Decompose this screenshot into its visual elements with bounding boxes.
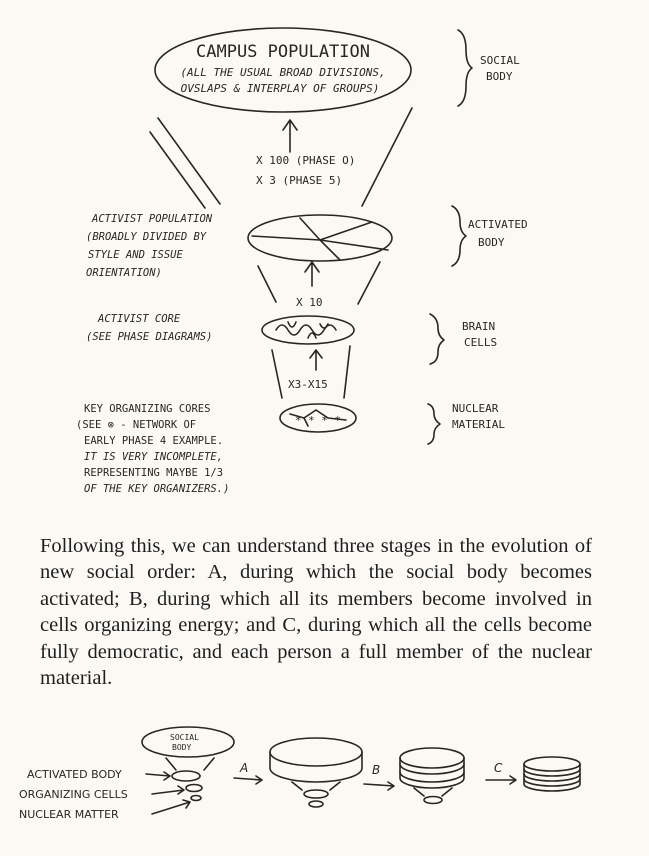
- body-paragraph: Following this, we can understand three stages in the evolution of new social order: A, during which the social body becomes activated; B, during which all its members become involved in cells organizing energy; and C, during which all the cells become fully democratic, and each person a full member of the nuclear material.: [40, 535, 592, 690]
- funnel-low-right: [344, 346, 350, 398]
- social-body-brace: [458, 30, 472, 106]
- key-cores-label-6: OF THE KEY ORGANIZERS.): [84, 483, 230, 495]
- stage-a-nuclear-oval: [309, 801, 323, 807]
- label-activated-body: ACTIVATED BODY: [27, 768, 122, 781]
- key-cores-label-4: IT IS VERY INCOMPLETE,: [84, 451, 224, 463]
- activated-body-label-1: ACTIVATED: [468, 218, 528, 231]
- brain-cells-brace: [430, 314, 444, 364]
- label-organizing-cells: ORGANIZING CELLS: [19, 788, 128, 801]
- up-arrow-mid: [305, 262, 319, 286]
- funnel-mid-left: [258, 266, 276, 302]
- bottom-cells-oval-0: [186, 785, 202, 792]
- multiplier-x3-x15: X3-X15: [288, 378, 328, 391]
- stage-a-arrow: [234, 776, 262, 784]
- social-body-label-2: BODY: [486, 70, 513, 83]
- bottom-activated-oval-0: [172, 771, 200, 781]
- bottom-funnel-0-right: [204, 758, 214, 770]
- bottom-social-body-label-1: SOCIAL: [170, 733, 199, 742]
- activist-population-label-2: (BROADLY DIVIDED BY: [86, 231, 207, 243]
- brain-cells-label-1: BRAIN: [462, 320, 496, 333]
- activist-core-label-2: (SEE PHASE DIAGRAMS): [86, 331, 213, 343]
- campus-detail-line-1: (ALL THE USUAL BROAD DIVISIONS,: [180, 66, 386, 79]
- stage-a-funnel-left: [292, 782, 302, 790]
- campus-title: CAMPUS POPULATION: [196, 42, 370, 62]
- stage-b-top-oval: [400, 748, 464, 768]
- nuclear-material-label-1: NUCLEAR: [452, 402, 499, 415]
- label-nuclear-matter: NUCLEAR MATTER: [19, 808, 119, 821]
- stage-b-arrow: [364, 782, 394, 790]
- funnel-line-right: [362, 108, 412, 206]
- stage-b-funnel-left: [414, 788, 424, 796]
- activated-body-label-2: BODY: [478, 236, 505, 249]
- stage-a-top-oval: [270, 738, 362, 766]
- multiplier-phase-0: X 100 (PHASE O): [256, 154, 356, 167]
- stage-b-band-1: [400, 758, 464, 774]
- activist-population-label-1: ACTIVIST POPULATION: [92, 213, 213, 225]
- multiplier-x10: X 10: [296, 296, 323, 309]
- arrow-activated-body: [146, 772, 170, 780]
- stage-b-nuclear-oval: [424, 797, 442, 804]
- multiplier-phase-5: X 3 (PHASE 5): [256, 174, 343, 187]
- social-body-label-1: SOCIAL: [480, 54, 520, 67]
- bottom-social-body-oval: [142, 727, 234, 757]
- stage-b-funnel-right: [442, 788, 452, 796]
- funnel-line-left-outer: [158, 118, 220, 204]
- bottom-funnel-0-left: [166, 758, 176, 770]
- funnel-line-left-inner: [150, 132, 205, 208]
- key-cores-label-3: EARLY PHASE 4 EXAMPLE.: [84, 435, 224, 447]
- key-cores-label-1: KEY ORGANIZING CORES: [84, 403, 211, 415]
- stage-b-band-2: [400, 764, 464, 782]
- activated-body-brace: [452, 206, 466, 266]
- key-cores-stars: * * * *: [294, 414, 342, 427]
- arrow-nuclear-matter: [152, 800, 190, 814]
- activist-population-label-3: STYLE AND ISSUE: [88, 249, 183, 261]
- stage-a-cells-oval: [304, 790, 328, 798]
- bottom-social-body-label-2: BODY: [172, 743, 192, 752]
- nuclear-material-brace: [428, 404, 440, 444]
- up-arrow-low: [310, 350, 322, 370]
- up-arrow-top: [283, 120, 297, 152]
- activist-core-label-1: ACTIVIST CORE: [98, 313, 181, 325]
- funnel-mid-right: [358, 262, 380, 304]
- stage-c-band-1: [524, 764, 580, 776]
- stage-c-label: C: [494, 761, 503, 775]
- stage-a-label: A: [240, 761, 249, 775]
- activist-population-divisions: [252, 218, 388, 260]
- stage-a-funnel-right: [330, 782, 340, 790]
- arrow-organizing-cells: [152, 786, 184, 794]
- stage-b-label: B: [372, 763, 381, 777]
- stage-a-band: [270, 752, 362, 782]
- activist-population-label-4: ORIENTATION): [86, 267, 162, 279]
- bottom-nuclear-oval-0: [191, 796, 201, 801]
- campus-detail-line-2: OVSLAPS & INTERPLAY OF GROUPS): [180, 82, 380, 95]
- stage-c-top-oval: [524, 757, 580, 771]
- activist-core-cells: [276, 322, 336, 338]
- stage-c-arrow: [486, 776, 516, 784]
- key-cores-label-2: (SEE ⊗ - NETWORK OF: [76, 419, 197, 431]
- key-cores-label-5: REPRESENTING MAYBE 1/3: [84, 467, 224, 479]
- nuclear-material-label-2: MATERIAL: [452, 418, 505, 431]
- brain-cells-label-2: CELLS: [464, 336, 498, 349]
- funnel-low-left: [272, 350, 282, 398]
